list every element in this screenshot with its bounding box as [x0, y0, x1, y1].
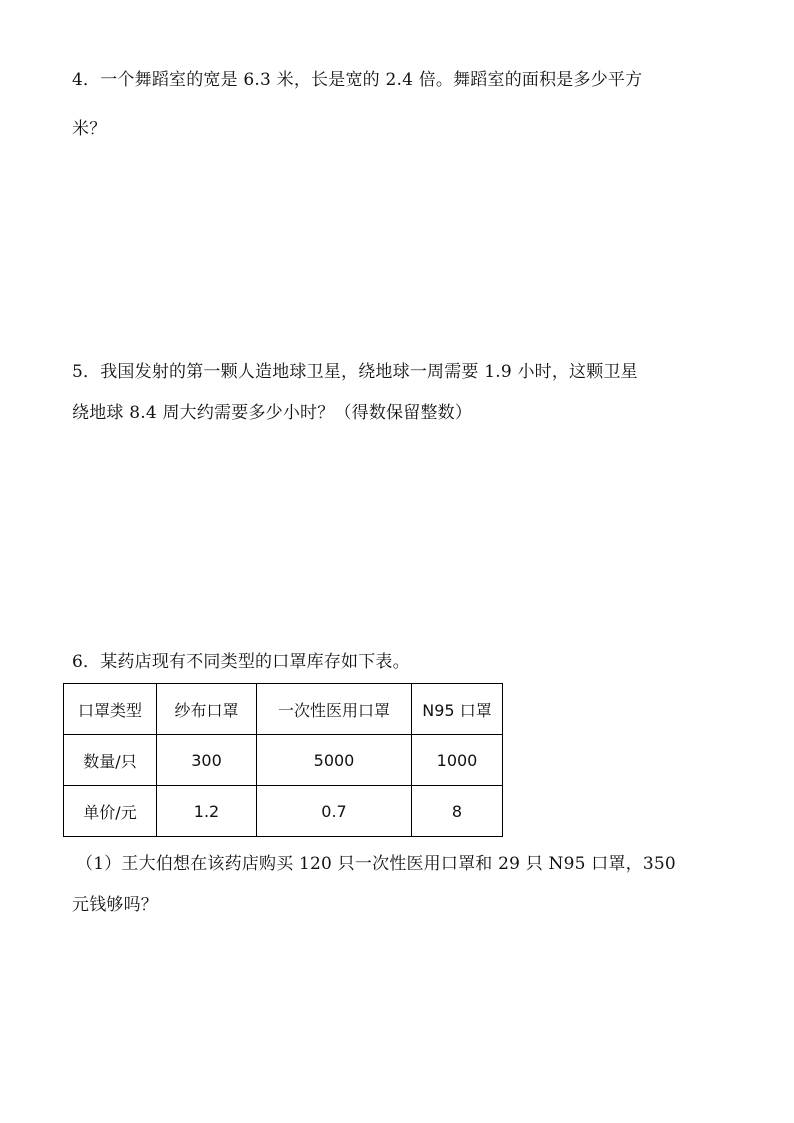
- table-header-row: [64, 684, 503, 735]
- question-5-line-2: 绕地球 8.4 周大约需要多少小时？（得数保留整数）: [72, 403, 473, 423]
- table-cell: 0.7: [257, 786, 412, 837]
- question-5-line-1: 5．我国发射的第一颗人造地球卫星，绕地球一周需要 1.9 小时，这颗卫星: [72, 362, 638, 382]
- question-6-part-1-line-2: 元钱够吗？: [72, 895, 158, 915]
- table-cell: 数量/只: [64, 735, 157, 786]
- table-cell: 1.2: [157, 786, 257, 837]
- table-cell: 单价/元: [64, 786, 157, 837]
- mask-inventory-table: [63, 683, 503, 837]
- table-header-cell: 口罩类型: [64, 684, 157, 735]
- table-header-cell: N95 口罩: [412, 684, 503, 735]
- question-6-intro: 6．某药店现有不同类型的口罩库存如下表。: [72, 652, 410, 672]
- question-4-line-1: 4．一个舞蹈室的宽是 6.3 米，长是宽的 2.4 倍。舞蹈室的面积是多少平方: [72, 70, 643, 90]
- table-cell: 1000: [412, 735, 503, 786]
- table-row: [64, 735, 503, 786]
- table-row: [64, 786, 503, 837]
- table-header-cell: 纱布口罩: [157, 684, 257, 735]
- table-cell: 8: [412, 786, 503, 837]
- question-4-line-2: 米？: [72, 119, 107, 139]
- table-header-cell: 一次性医用口罩: [257, 684, 412, 735]
- question-6-part-1-line-1: （1）王大伯想在该药店购买 120 只一次性医用口罩和 29 只 N95 口罩，350: [76, 854, 676, 874]
- table-cell: 300: [157, 735, 257, 786]
- table-cell: 5000: [257, 735, 412, 786]
